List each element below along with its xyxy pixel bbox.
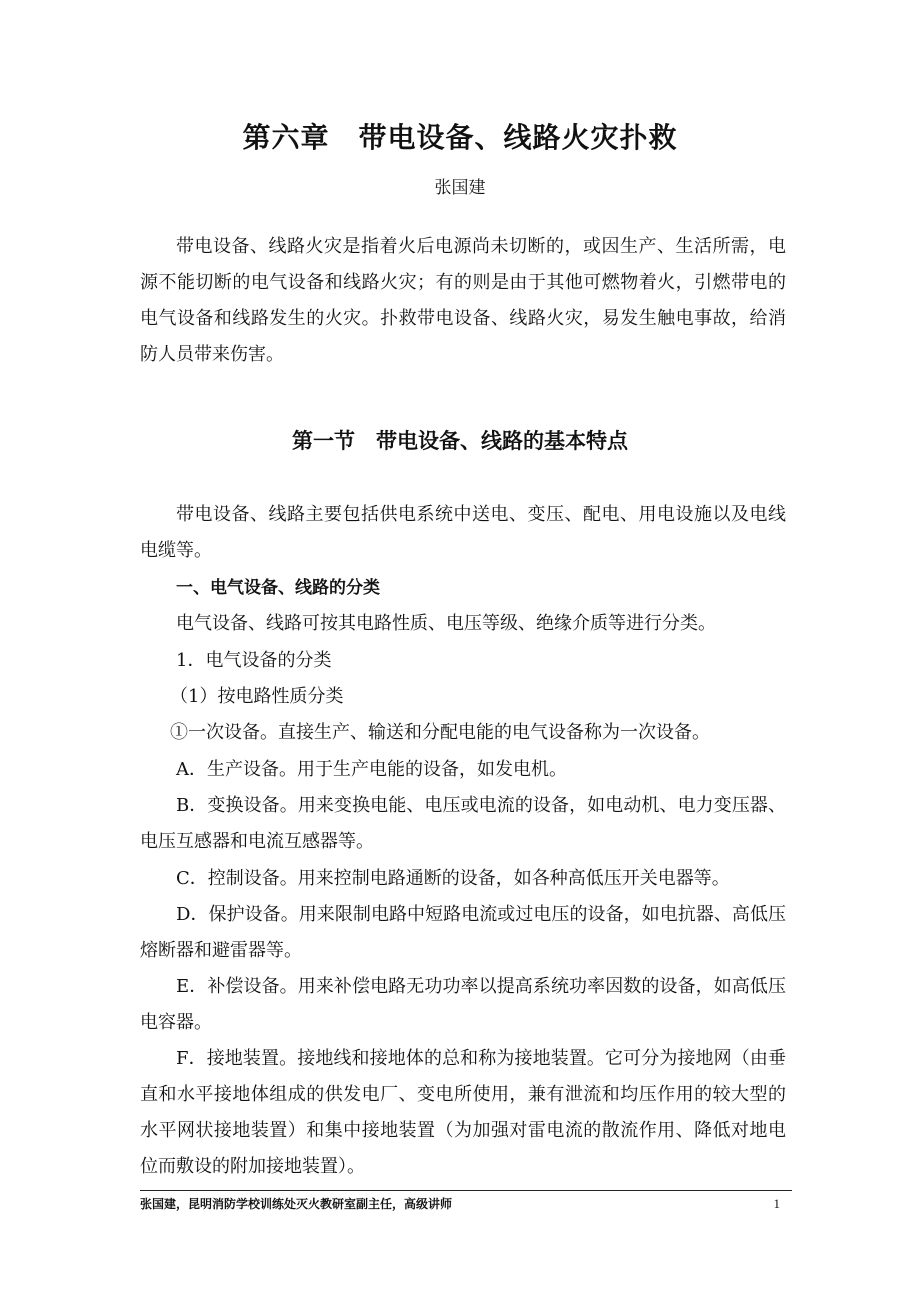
item-d: D．保护设备。用来限制电路中短路电流或过电压的设备，如电抗器、高低压熔断器和避雷器等。	[140, 904, 786, 961]
item-b: B．变换设备。用来变换电能、电压或电流的设备，如电动机、电力变压器、电压互感器和电流互感器等。	[140, 795, 786, 852]
intro-paragraph: 带电设备、线路火灾是指着火后电源尚未切断的，或因生产、生活所需，电源不能切断的电气设备和线路火灾；有的则是由于其他可燃物着火，引燃带电的电气设备和线路发生的火灾。扑救带电设备、线路火灾，易发生触电事故，给消防人员带来伤害。	[140, 236, 786, 365]
footer-note: 张国建，昆明消防学校训练处灭火教研室副主任，高级讲师	[140, 1197, 453, 1211]
author-name: 张国建	[434, 178, 486, 198]
subheading-equipment: 1．电气设备的分类	[176, 650, 332, 671]
section-title: 第一节 带电设备、线路的基本特点	[292, 429, 628, 453]
item-e: E．补偿设备。用来补偿电路无功功率以提高系统功率因数的设备，如高低压电容器。	[140, 976, 786, 1033]
classification-intro: 电气设备、线路可按其电路性质、电压等级、绝缘介质等进行分类。	[176, 613, 716, 634]
page-number: 1	[773, 1196, 780, 1211]
item-c: C．控制设备。用来控制电路通断的设备，如各种高低压开关电器等。	[176, 868, 730, 889]
chapter-title: 第六章 带电设备、线路火灾扑救	[242, 121, 678, 154]
subheading-by-circuit: （1）按电路性质分类	[170, 686, 344, 707]
item-f: F．接地装置。接地线和接地体的总和称为接地装置。它可分为接地网（由垂直和水平接地体组成的供发电厂、变电所使用，兼有泄流和均压作用的较大型的水平网状接地装置）和集中接地装置（为加强对雷电流的散流作用、降低对地电位而敷设的附加接地装置）。	[140, 1048, 786, 1177]
primary-equipment: ①一次设备。直接生产、输送和分配电能的电气设备称为一次设备。	[170, 722, 710, 743]
section-intro-paragraph: 带电设备、线路主要包括供电系统中送电、变压、配电、用电设施以及电线电缆等。	[140, 504, 786, 561]
heading-classification: 一、电气设备、线路的分类	[176, 578, 380, 598]
item-a: A．生产设备。用于生产电能的设备，如发电机。	[176, 759, 567, 780]
footer-rule	[140, 1190, 792, 1191]
